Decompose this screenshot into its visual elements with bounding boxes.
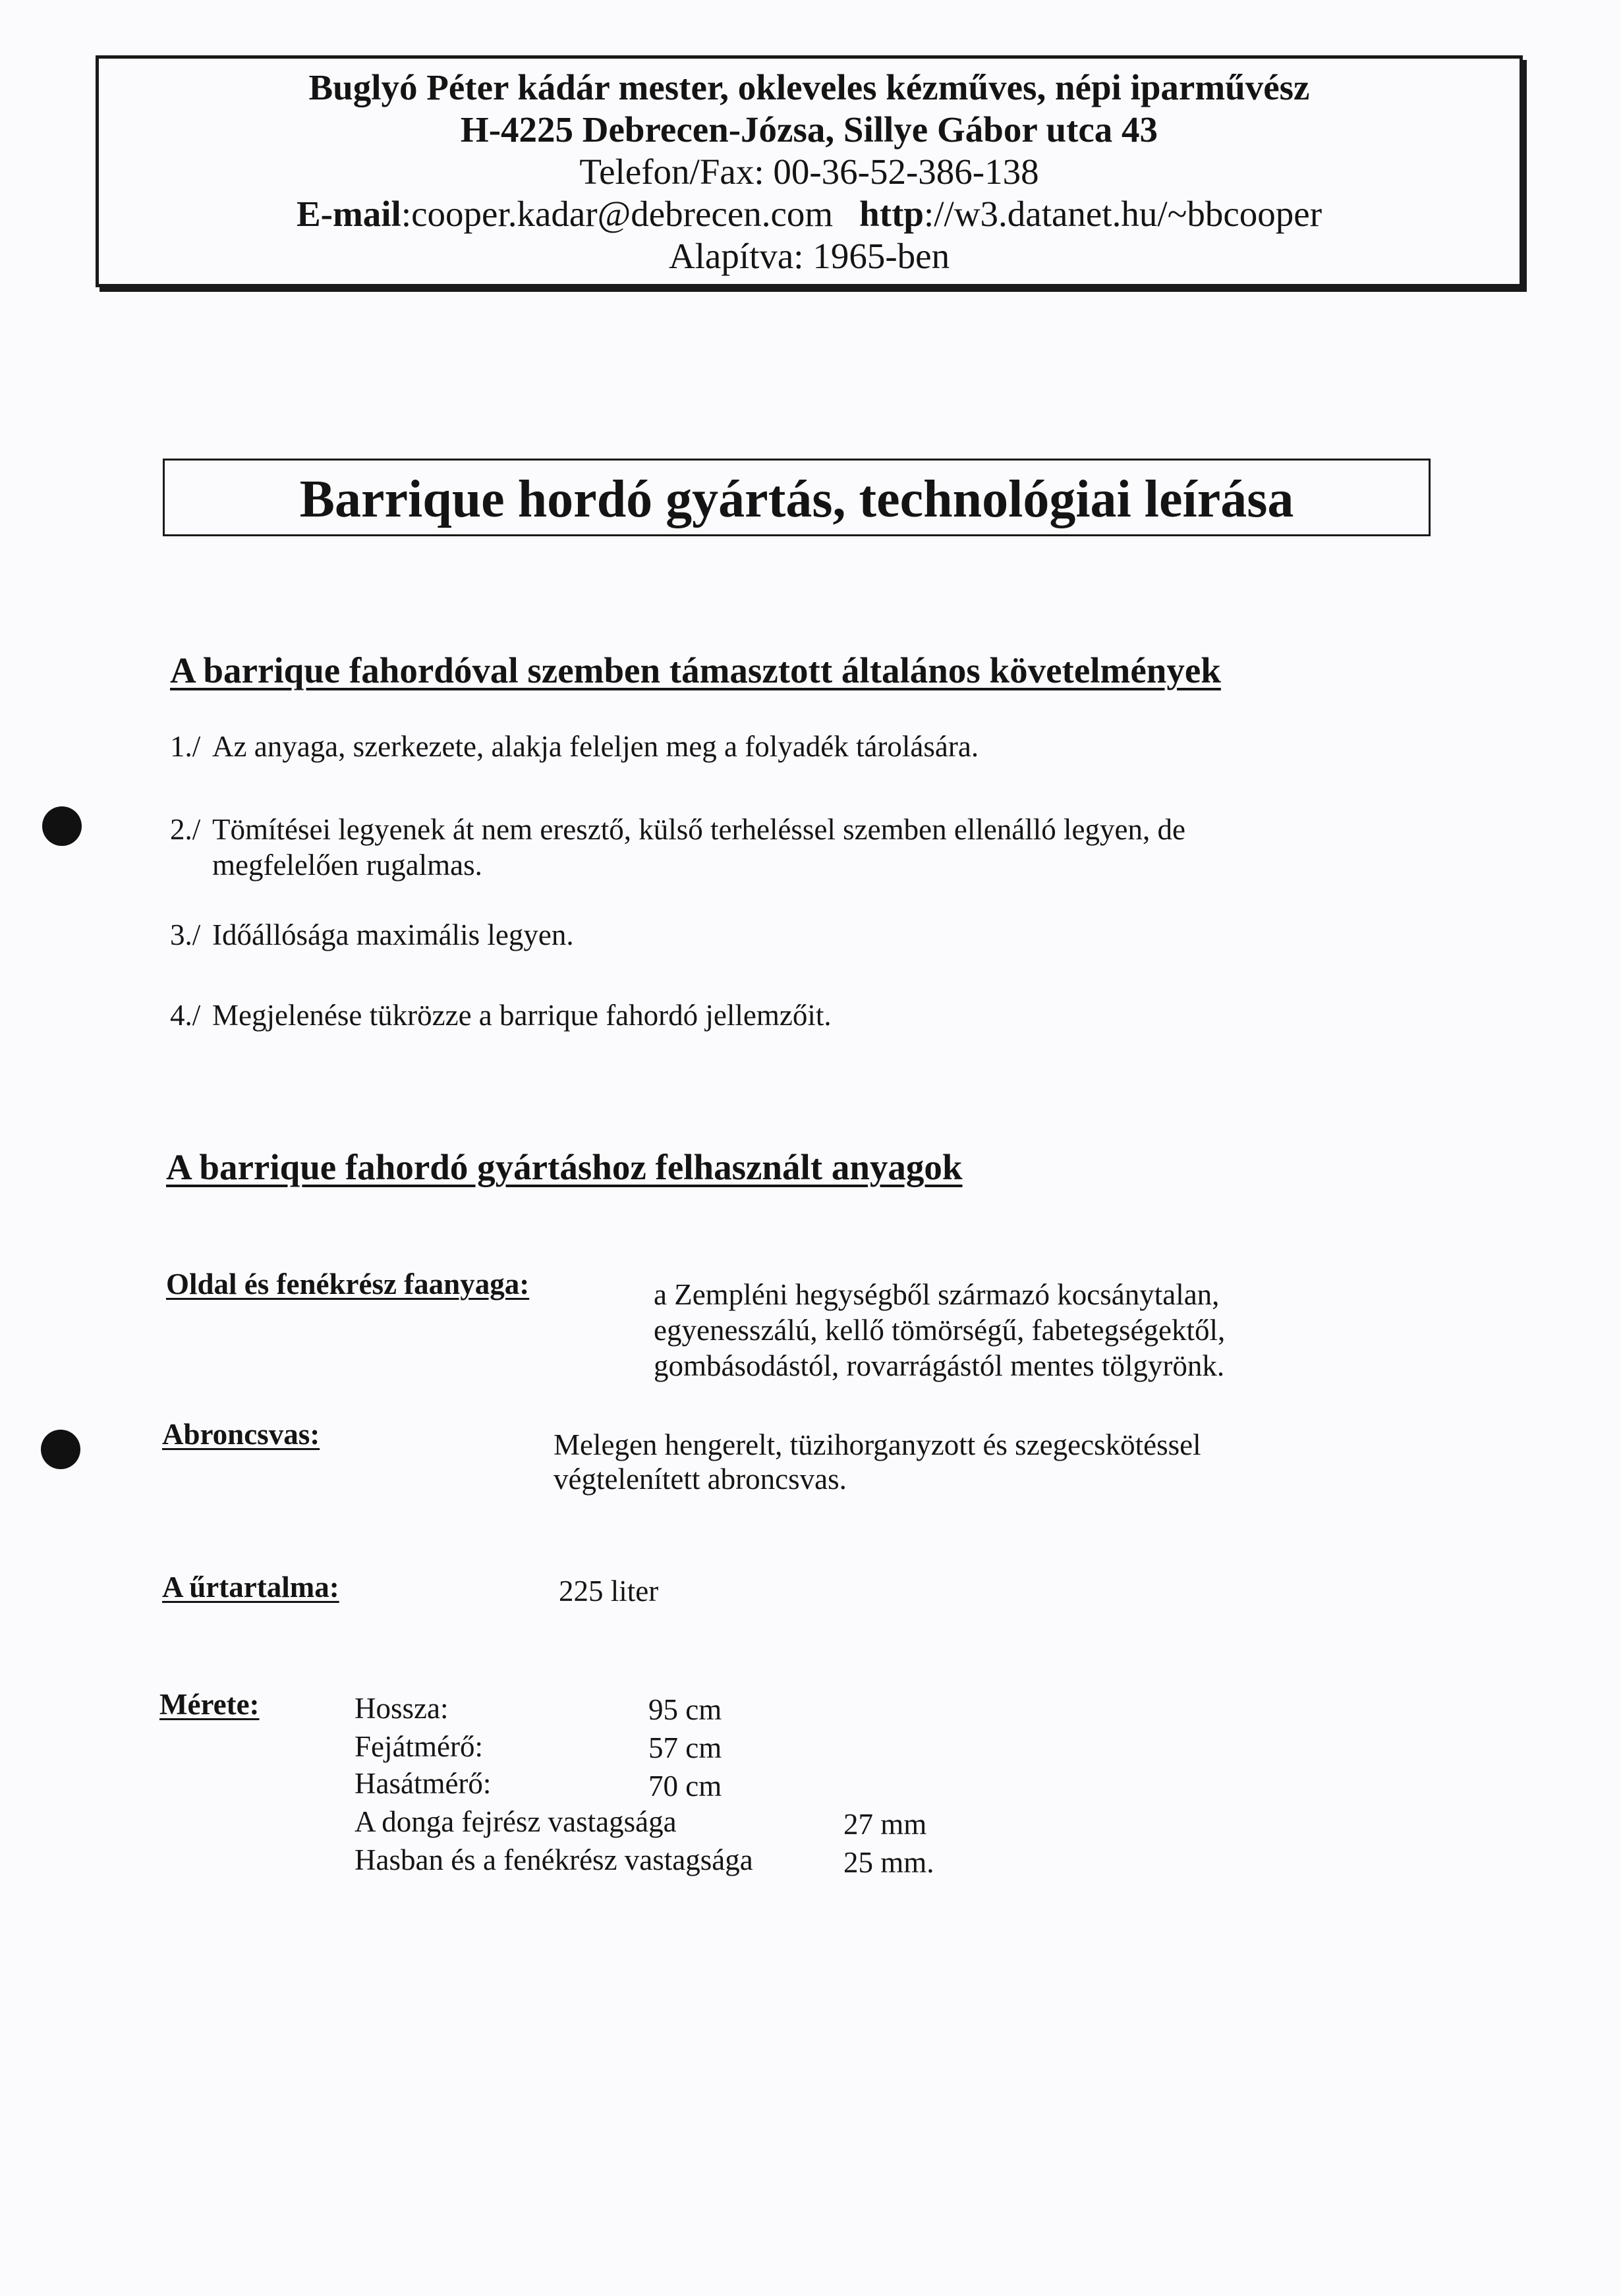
requirement-text-2: Tömítései legyenek át nem eresztő, külső terheléssel szemben ellenálló legyen, de [212, 813, 1185, 846]
wood-material-line-1: a Zempléni hegységből származó kocsánytalan, [654, 1278, 1220, 1311]
dimension-value-stave-head-thickness: 27 mm [843, 1808, 927, 1841]
requirement-text-1: Az anyaga, szerkezete, alakja feleljen meg a folyadék tárolására. [212, 730, 979, 763]
http-label: http [859, 194, 924, 234]
requirement-number-2: 2./ [170, 813, 201, 846]
hoop-iron-line-2: végtelenített abroncsvas. [554, 1463, 847, 1496]
wood-material-line-3: gombásodástól, rovarrágástól mentes tölgyrönk. [654, 1349, 1225, 1382]
email-label: E-mail [296, 194, 401, 234]
letterhead-name: Buglyó Péter kádár mester, okleveles kézműves, népi iparművész [308, 67, 1310, 107]
document-title: Barrique hordó gyártás, technológiai leírása [299, 470, 1294, 528]
requirement-number-1: 1./ [170, 730, 201, 763]
dimension-name-belly-diameter: Hasátmérő: [355, 1767, 492, 1800]
requirement-text-3: Időállósága maximális legyen. [212, 918, 574, 951]
capacity-value: 225 liter [559, 1575, 659, 1608]
dimension-value-belly-diameter: 70 cm [648, 1770, 722, 1803]
wood-material-line-2: egyenesszálú, kellő tömörségű, fabetegségektől, [654, 1314, 1226, 1347]
label-capacity: A űrtartalma: [162, 1571, 339, 1604]
section-heading-materials: A barrique fahordó gyártáshoz felhasznált anyagok [166, 1147, 963, 1187]
letterhead-address: H-4225 Debrecen-Józsa, Sillye Gábor utca 43 [460, 109, 1158, 150]
hoop-iron-line-1: Melegen hengerelt, tüzihorganyzott és szegecskötéssel [554, 1428, 1201, 1461]
letterhead-contact [99, 193, 1520, 235]
label-wood-material: Oldal és fenékrész faanyaga: [166, 1268, 530, 1301]
requirement-number-4: 4./ [170, 999, 201, 1032]
letterhead-founded: Alapítva: 1965-ben [668, 236, 950, 276]
requirement-text-2-cont: megfelelően rugalmas. [212, 849, 482, 882]
dimension-value-head-diameter: 57 cm [648, 1731, 722, 1764]
dimension-name-stave-head-thickness: A donga fejrész vastagsága [355, 1805, 677, 1838]
dimension-value-belly-bottom-thickness: 25 mm. [843, 1846, 934, 1879]
requirement-text-4: Megjelenése tükrözze a barrique fahordó jellemzőit. [212, 999, 832, 1032]
email-value: :cooper.kadar@debrecen.com [401, 194, 834, 234]
label-dimensions: Mérete: [159, 1688, 260, 1721]
dimension-name-belly-bottom-thickness: Hasban és a fenékrész vastagsága [355, 1843, 753, 1876]
letterhead-box [96, 55, 1523, 287]
punch-hole-upper [42, 806, 82, 846]
section-heading-requirements: A barrique fahordóval szemben támasztott általános követelmények [170, 650, 1221, 690]
label-hoop-iron: Abroncsvas: [162, 1418, 320, 1451]
http-value: ://w3.datanet.hu/~bbcooper [923, 194, 1322, 234]
requirement-number-3: 3./ [170, 918, 201, 951]
dimension-value-length: 95 cm [648, 1693, 722, 1726]
punch-hole-lower [41, 1430, 80, 1469]
dimension-name-head-diameter: Fejátmérő: [355, 1730, 483, 1763]
letterhead-phone: Telefon/Fax: 00-36-52-386-138 [579, 152, 1039, 192]
dimension-name-length: Hossza: [355, 1692, 449, 1725]
title-box [163, 459, 1431, 536]
